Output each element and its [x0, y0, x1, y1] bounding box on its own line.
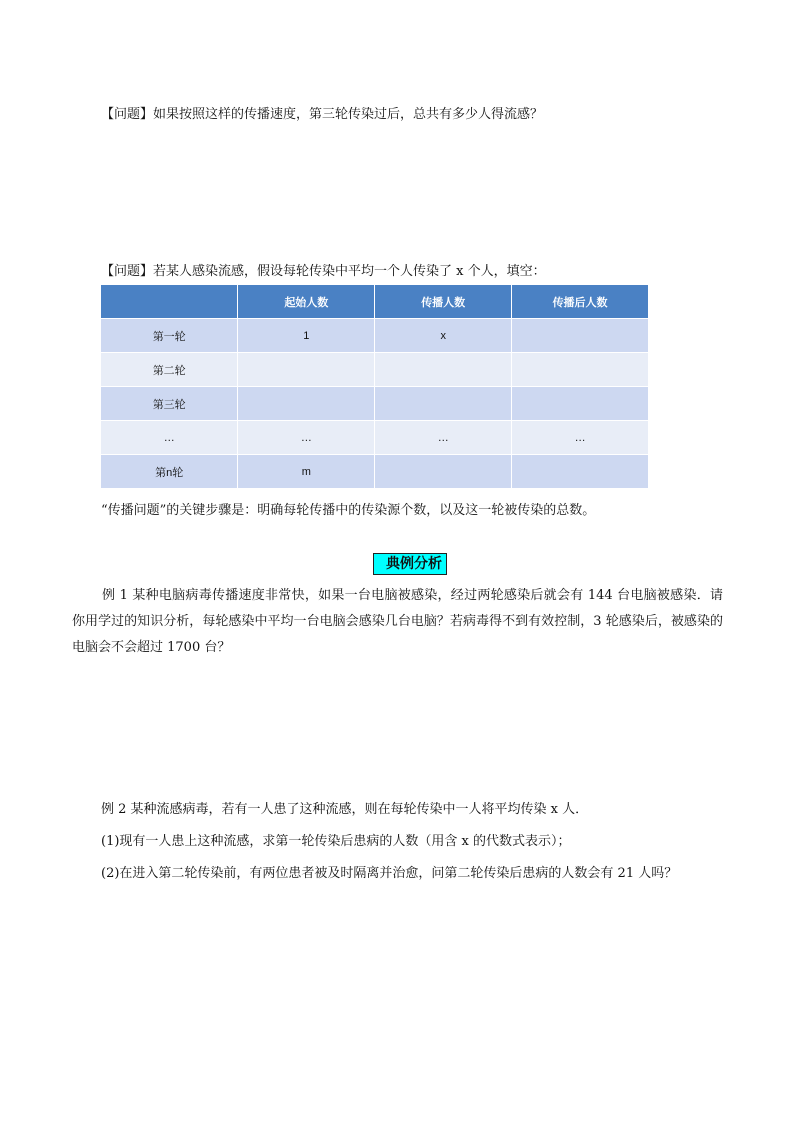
example-2-stem: 例 2 某种流感病毒，若有一人患了这种流感，则在每轮传染中一人将平均传染 x 人． — [101, 802, 589, 817]
table-cell — [375, 455, 512, 489]
table-cell — [238, 387, 375, 421]
example-2-part-1: (1)现有一人患上这种流感，求第一轮传染后患病的人数（用含 x 的代数式表示）； — [101, 834, 571, 849]
table-cell: x — [375, 319, 512, 353]
table-cell: 1 — [238, 319, 375, 353]
header-cell-start-count: 起始人数 — [238, 285, 375, 319]
table-cell: … — [512, 421, 649, 455]
table-cell: 第一轮 — [101, 319, 238, 353]
example-1: 例 1 某种电脑病毒传播速度非常快，如果一台电脑被感染，经过两轮感染后就会有 144 台电脑被感染．请你用学过的知识分析，每轮感染中平均一台电脑会感染几台电脑？若病毒得不到有效控制，3 轮感染后，被感染的电脑会不会超过 1700 台？ — [72, 588, 723, 655]
table-cell — [512, 455, 649, 489]
table-cell: … — [101, 421, 238, 455]
table-cell: … — [238, 421, 375, 455]
table-cell: 第n轮 — [101, 455, 238, 489]
table-cell: m — [238, 455, 375, 489]
question-2: 【问题】若某人感染流感，假设每轮传染中平均一个人传染了 x 个人，填空： — [101, 264, 546, 279]
table-row — [101, 455, 649, 489]
table-row — [101, 353, 649, 387]
table-cell — [375, 387, 512, 421]
table-cell — [512, 353, 649, 387]
example-2-part-2: (2)在进入第二轮传染前，有两位患者被及时隔离并治愈，问第二轮传染后患病的人数会有 21 人吗？ — [101, 866, 678, 881]
key-steps-note: “传播问题”的关键步骤是：明确每轮传播中的传染源个数，以及这一轮被传染的总数。 — [101, 503, 596, 518]
table-row — [101, 319, 649, 353]
section-heading-wrap — [373, 553, 447, 575]
table-row — [101, 421, 649, 455]
table-cell: 第三轮 — [101, 387, 238, 421]
table-header-row — [101, 285, 649, 319]
header-cell-0 — [101, 285, 238, 319]
question-1: 【问题】如果按照这样的传播速度，第三轮传染过后，总共有多少人得流感？ — [101, 107, 544, 122]
header-cell-spread-count: 传播人数 — [375, 285, 512, 319]
table-cell — [512, 319, 649, 353]
table-cell — [512, 387, 649, 421]
spread-table — [101, 285, 649, 489]
table-cell: 第二轮 — [101, 353, 238, 387]
header-cell-after-count: 传播后人数 — [512, 285, 649, 319]
section-heading: 典例分析 — [373, 553, 447, 575]
table-cell — [375, 353, 512, 387]
table-cell: … — [375, 421, 512, 455]
table-cell — [238, 353, 375, 387]
table-row — [101, 387, 649, 421]
